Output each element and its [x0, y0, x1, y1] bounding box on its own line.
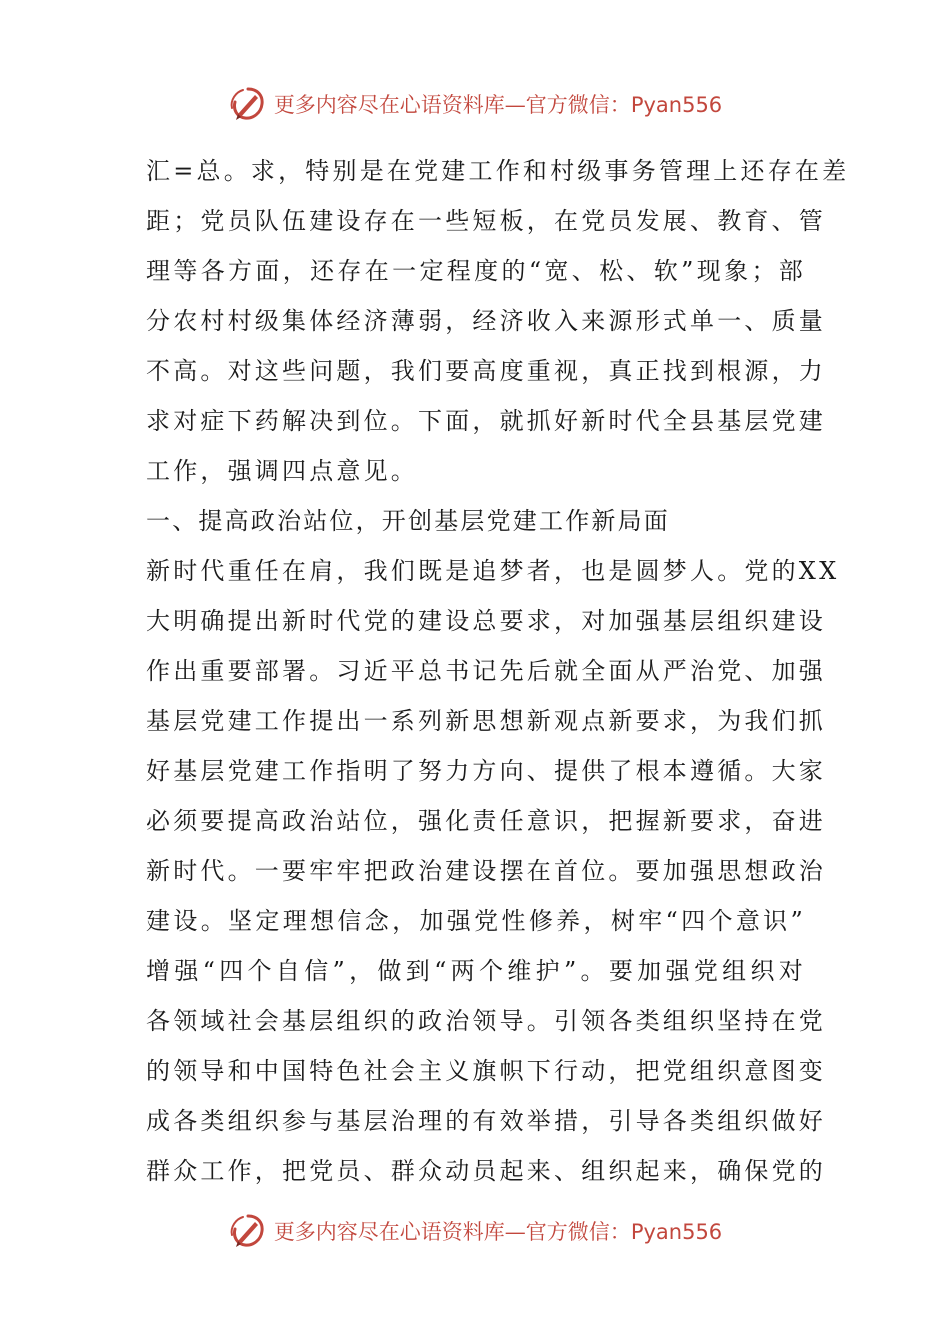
text-line: 的领导和中国特色社会主义旗帜下行动，把党组织意图变 — [146, 1057, 826, 1085]
wechat-id: Pyan556 — [630, 1220, 723, 1244]
document-body — [146, 146, 850, 1196]
text-line: 基层党建工作提出一系列新思想新观点新要求，为我们抓 — [146, 707, 826, 735]
text-line: 成各类组织参与基层治理的有效举措，引导各类组织做好 — [146, 1107, 826, 1135]
header-banner-text: 更多内容尽在心语资料库—官方微信：Pyan556 — [273, 93, 723, 117]
text-line: 不高。对这些问题，我们要高度重视，真正找到根源，力 — [146, 357, 826, 385]
text-line: 新时代。一要牢牢把政治建设摆在首位。要加强思想政治 — [146, 857, 826, 885]
text-line: 作出重要部署。习近平总书记先后就全面从严治党、加强 — [146, 657, 826, 685]
text-line: 距；党员队伍建设存在一些短板，在党员发展、教育、管 — [146, 207, 826, 235]
footer-banner — [0, 1209, 950, 1253]
text-line: 各领域社会基层组织的政治领导。引领各类组织坚持在党 — [146, 1007, 826, 1035]
text-line: 求对症下药解决到位。下面，就抓好新时代全县基层党建 — [146, 407, 826, 435]
footer-banner-text: 更多内容尽在心语资料库—官方微信：Pyan556 — [273, 1220, 723, 1244]
text-line: 增强“四个自信”，做到“两个维护”。要加强党组织对 — [146, 957, 806, 985]
text-line: 新时代重任在肩，我们既是追梦者，也是圆梦人。党的XX — [146, 557, 840, 585]
text-line: 必须要提高政治站位，强化责任意识，把握新要求，奋进 — [146, 807, 826, 835]
wechat-id: Pyan556 — [630, 93, 723, 117]
pen-logo-icon — [228, 1211, 268, 1251]
text-line: 好基层党建工作指明了努力方向、提供了根本遵循。大家 — [146, 757, 826, 785]
text-line: 汇=总。求，特别是在党建工作和村级事务管理上还存在差 — [146, 157, 850, 185]
text-line: 大明确提出新时代党的建设总要求，对加强基层组织建设 — [146, 607, 826, 635]
text-line: 建设。坚定理想信念，加强党性修养，树牢“四个意识” — [146, 907, 806, 935]
header-banner — [0, 82, 950, 126]
text-line: 群众工作，把党员、群众动员起来、组织起来，确保党的 — [146, 1157, 826, 1185]
section-heading: 一、提高政治站位，开创基层党建工作新局面 — [146, 507, 670, 535]
text-line: 工作，强调四点意见。 — [146, 457, 418, 485]
text-line: 理等各方面，还存在一定程度的“宽、松、软”现象；部 — [146, 257, 806, 285]
text-line: 分农村村级集体经济薄弱，经济收入来源形式单一、质量 — [146, 307, 826, 335]
pen-logo-icon — [228, 84, 268, 124]
